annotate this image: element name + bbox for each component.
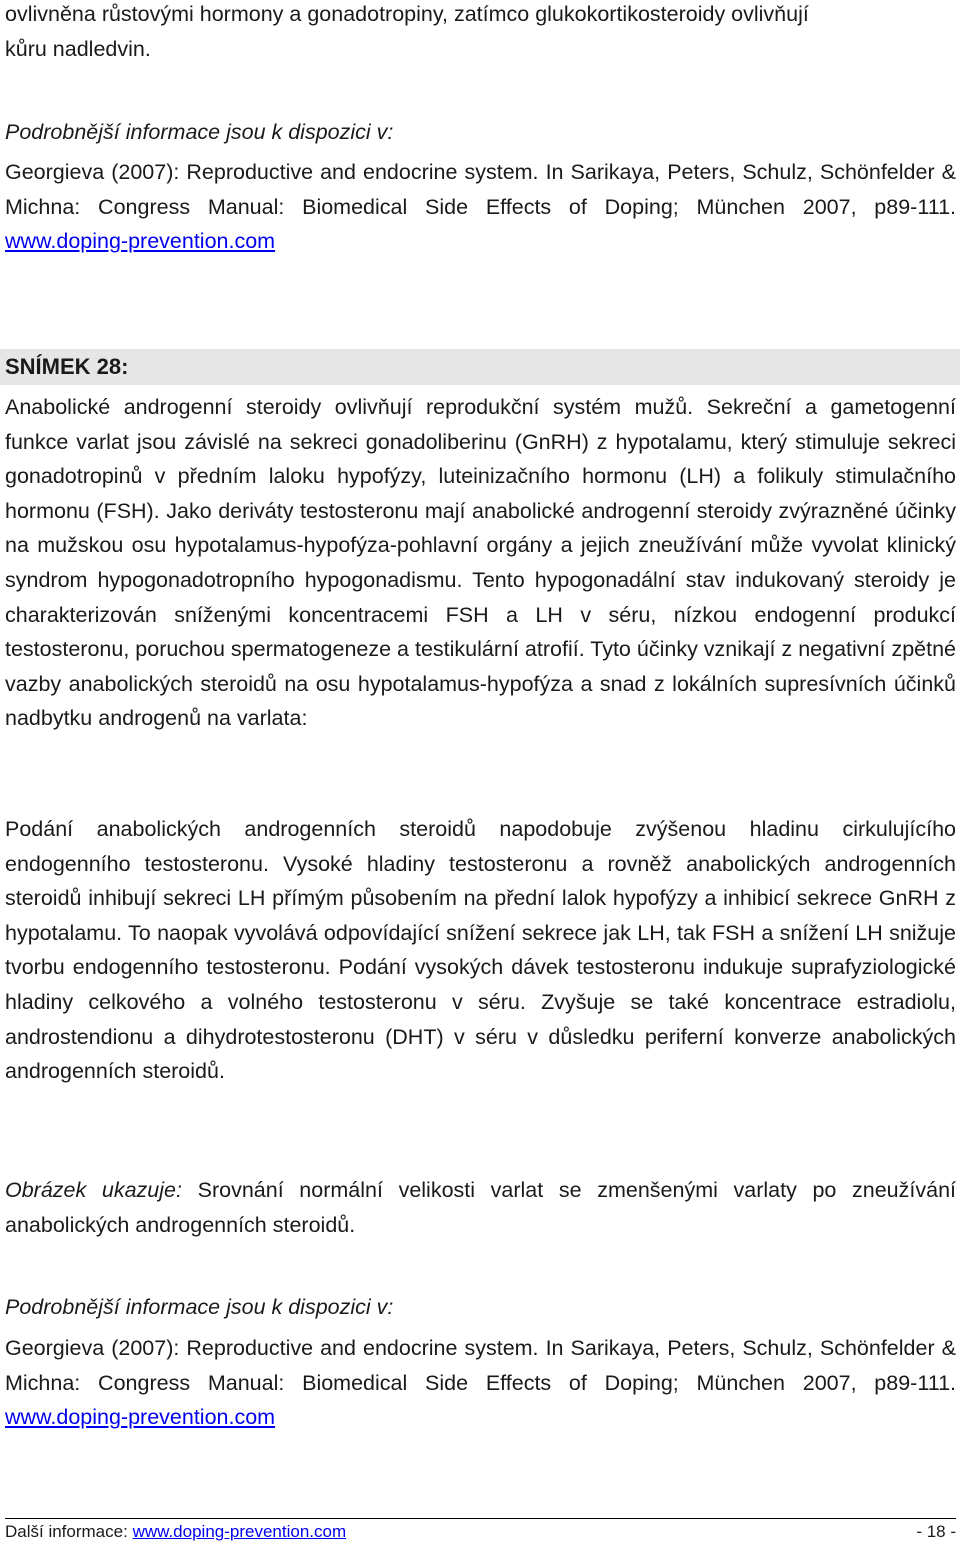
footer-link[interactable]: www.doping-prevention.com xyxy=(132,1522,347,1541)
reference-text-2: Georgieva (2007): Reproductive and endocrine system. In Sarikaya, Peters, Schulz, Schönfelder & Michna: Congress Manual: Biomedical Side Effects of Doping; München 2007, p89-111. xyxy=(5,1336,956,1395)
more-info-label-2 xyxy=(5,1290,956,1325)
intro-paragraph xyxy=(5,0,956,66)
more-info-label-text-1: Podrobnější informace jsou k dispozici v: xyxy=(5,120,394,144)
reference-text-1: Georgieva (2007): Reproductive and endocrine system. In Sarikaya, Peters, Schulz, Schönfelder & Michna: Congress Manual: Biomedical Side Effects of Doping; München 2007, p89-111. xyxy=(5,160,956,219)
intro-line-2: kůru nadledvin. xyxy=(5,36,151,61)
page-number: - 18 - xyxy=(916,1522,956,1541)
slide-title: SNÍMEK 28: xyxy=(5,354,129,379)
figure-caption-label: Obrázek ukazuje: xyxy=(5,1178,182,1202)
more-info-label-text-2: Podrobnější informace jsou k dispozici v: xyxy=(5,1295,394,1319)
slide-header xyxy=(0,349,960,385)
reference-link-2[interactable]: www.doping-prevention.com xyxy=(5,1405,276,1430)
reference-2 xyxy=(5,1331,956,1435)
slide-paragraph-2: Podání anabolických androgenních steroidů napodobuje zvýšenou hladinu cirkulujícího endogenního testosteronu. Vysoké hladiny testosteronu a rovněž anabolických androgenních steroidů inhibují sekreci LH přímým působením na přední lalok hypofýzy a inhibicí sekrece GnRH z hypotalamu. To naopak vyvolává odpovídající snížení sekrece jak LH, tak FSH a snížení LH snižuje tvorbu endogenního testosteronu. Podání vysokých dávek testosteronu indukuje suprafyziologické hladiny celkového a volného testosteronu v séru. Zvyšuje se také koncentrace estradiolu, androstendionu a dihydrotestosteronu (DHT) v séru v důsledku periferní konverze anabolických androgenních steroidů. xyxy=(5,817,956,1084)
figure-caption xyxy=(5,1173,956,1242)
slide-paragraph-1: Anabolické androgenní steroidy ovlivňují reprodukční systém mužů. Sekreční a gametogenní funkce varlat jsou závislé na sekreci gonadoliberinu (GnRH) z hypotalamu, který stimuluje sekreci gonadotropinů v předním laloku hypofýzy, luteinizačního hormonu (LH) a folikuly stimulačního hormonu (FSH). Jako deriváty testosteronu mají anabolické androgenní steroidy zvýrazněné účinky na mužskou osu hypotalamus-hypofýza-pohlavní orgány a jejich zneužívání může vyvolat klinický syndrom hypogonadotropního hypogonadismu. Tento hypogonadální stav indukovaný steroidy je charakterizován sníženými koncentracemi FSH a LH v séru, nízkou endogenní produkcí testosteronu, poruchou spermatogeneze a testikulární atrofií. Tyto účinky vznikají z negativní zpětné vazby anabolických steroidů na osu hypotalamus-hypofýza a snad z lokálních supresívních účinků nadbytku androgenů na varlata: xyxy=(5,395,956,731)
figure-caption-text: Srovnání normální velikosti varlat se zmenšenými varlaty po zneužívání anabolických androgenních steroidů. xyxy=(5,1178,956,1237)
reference-1 xyxy=(5,155,956,259)
reference-link-1[interactable]: www.doping-prevention.com xyxy=(5,229,276,254)
intro-line-1: ovlivněna růstovými hormony a gonadotropiny, zatímco glukokortikosteroidy ovlivňují xyxy=(5,2,809,26)
footer-label: Další informace: xyxy=(5,1522,128,1541)
more-info-label-1 xyxy=(5,115,956,150)
page-footer xyxy=(5,1518,956,1545)
